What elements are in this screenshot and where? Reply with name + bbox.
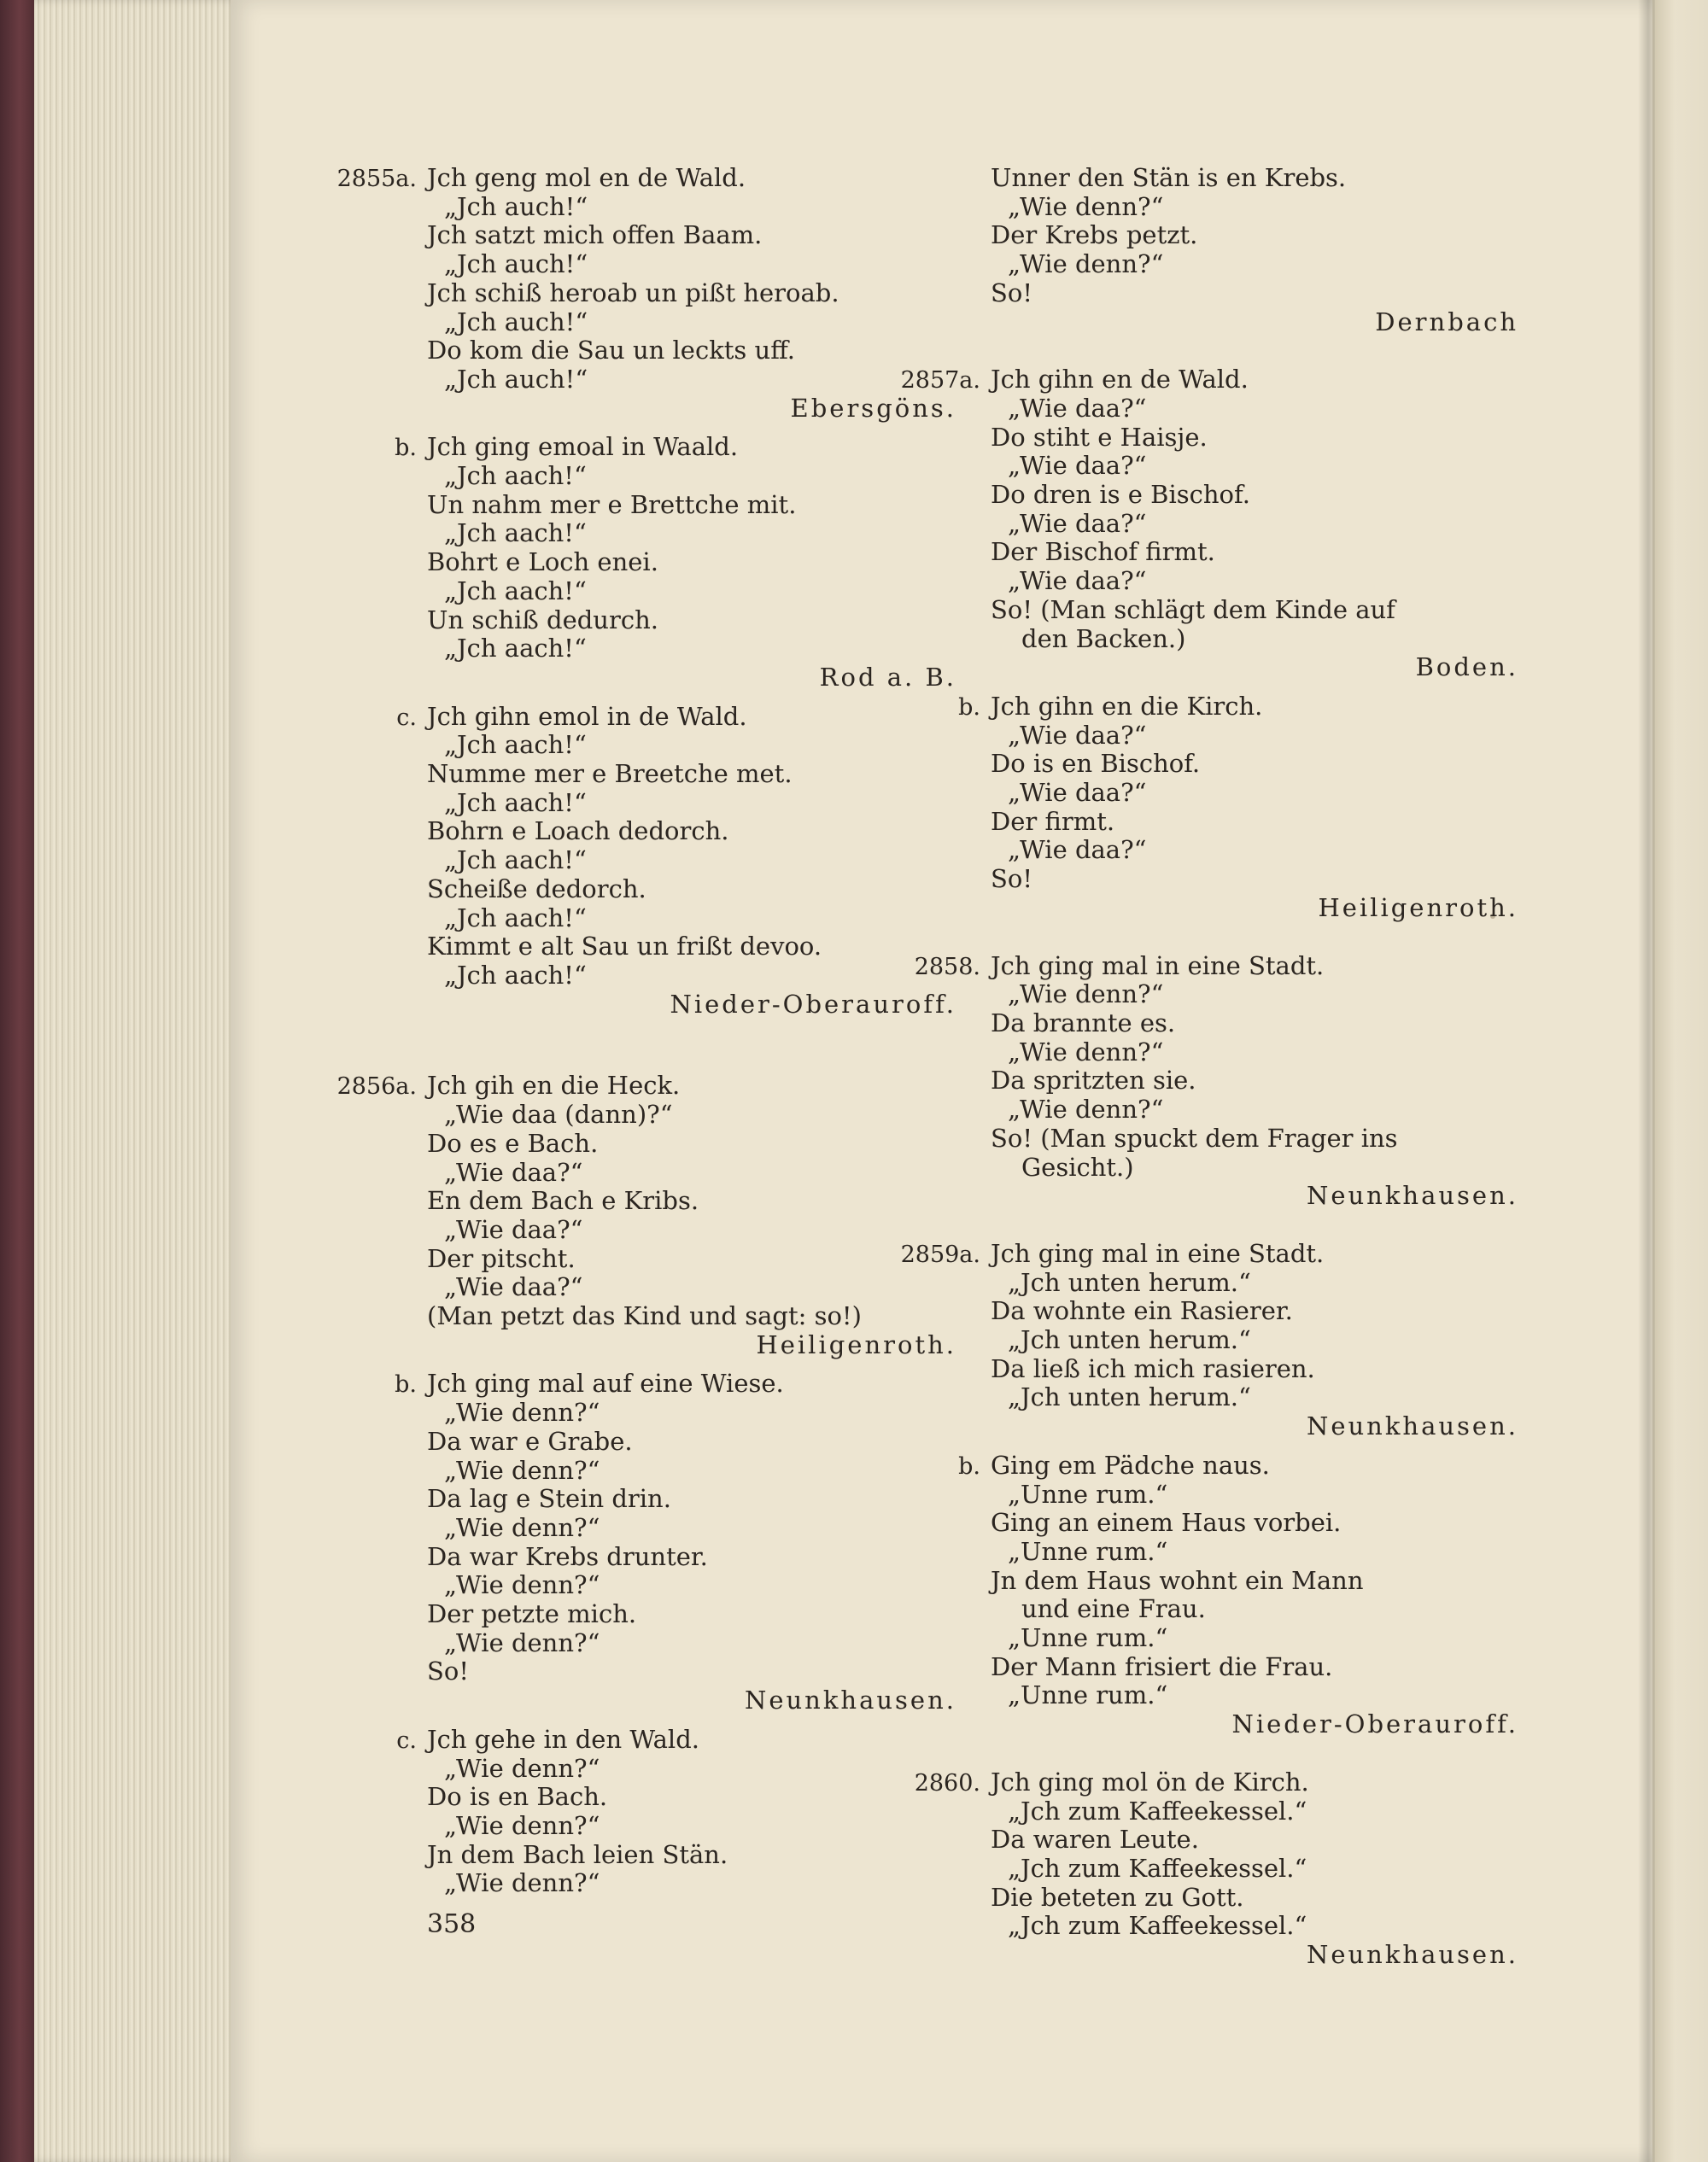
verse-line: Un schiß dedurch.: [427, 605, 658, 634]
verse-line: Ging an einem Haus vorbei.: [991, 1508, 1342, 1538]
verse-line: Kimmt e alt Sau un frißt devoo.: [427, 932, 822, 961]
verse-line: Do stiht e Haisje.: [991, 422, 1208, 452]
verse-line: den Backen.): [1021, 623, 1186, 653]
verse-line: Jch ging mal in eine Stadt.: [991, 950, 1325, 980]
verse-line: „Jch aach!“: [444, 845, 587, 875]
verse-line: Do dren is e Bischof.: [991, 480, 1250, 510]
verse-line: „Wie denn?“: [444, 1455, 600, 1485]
verse-line: Do is en Bischof.: [991, 749, 1201, 779]
verse-line: Ging em Pädche naus.: [991, 1450, 1270, 1480]
verse-line: „Unne rum.“: [1008, 1536, 1168, 1566]
entry-number: 2856a.: [336, 1073, 417, 1101]
verse-line: „Wie daa (dann)?“: [444, 1100, 673, 1130]
entry-2855a: [336, 163, 956, 423]
entry-2856b: [395, 1369, 956, 1715]
entry-number: b.: [958, 1452, 980, 1480]
verse-line: Jn dem Haus wohnt ein Mann: [991, 1565, 1364, 1595]
verse-line: „Wie daa?“: [1008, 508, 1147, 538]
entry-2857a: [900, 365, 1518, 682]
page-number: 358: [427, 1909, 477, 1939]
verse-line: Da lag e Stein drin.: [427, 1484, 671, 1514]
place-name: Ebersgöns.: [790, 393, 956, 423]
verse-line: „Jch zum Kaffeekessel.“: [1008, 1796, 1307, 1826]
entry-number: c.: [396, 704, 417, 731]
verse-line: „Jch aach!“: [444, 903, 587, 932]
verse-line: Jch gih en die Heck.: [427, 1071, 681, 1101]
verse-line: „Unne rum.“: [1008, 1623, 1168, 1653]
verse-line: „Unne rum.“: [1008, 1680, 1168, 1710]
verse-line: Do es e Bach.: [427, 1128, 599, 1158]
verse-line: Jch schiß heroab un pißt heroab.: [427, 278, 839, 307]
verse-line: „Wie daa?“: [444, 1214, 583, 1244]
entry-number: 2860.: [914, 1769, 980, 1797]
verse-line: Jch gehe in den Wald.: [427, 1724, 699, 1754]
entry-number: c.: [396, 1727, 417, 1754]
left-column: [336, 163, 956, 1898]
book-gutter: [1638, 0, 1655, 2162]
verse-line: Da war e Grabe.: [427, 1426, 633, 1456]
verse-line: „Jch auch!“: [444, 364, 588, 394]
entry-2858: [914, 950, 1518, 1211]
verse-line: „Jch auch!“: [444, 307, 588, 336]
verse-line: (Man petzt das Kind und sagt: so!): [427, 1301, 862, 1331]
verse-line: Der firmt.: [991, 806, 1115, 836]
verse-line: „Wie denn?“: [1008, 1037, 1164, 1066]
verse-line: Do kom die Sau un leckts uff.: [427, 336, 795, 365]
entry-2855b: [395, 432, 956, 692]
place-name: Neunkhausen.: [744, 1686, 956, 1715]
verse-line: Scheiße dedorch.: [427, 874, 646, 903]
verse-line: Jch gihn en die Kirch.: [991, 691, 1263, 721]
place-name: Neunkhausen.: [1306, 1411, 1518, 1441]
place-name: Nieder-Oberauroff.: [670, 989, 956, 1019]
verse-line: Gesicht.): [1021, 1152, 1134, 1182]
entry-number: 2859a.: [900, 1241, 980, 1268]
place-name: Rod a. B.: [819, 662, 956, 692]
verse-line: So! (Man schlägt dem Kinde auf: [991, 594, 1395, 624]
entry-2859b: [958, 1450, 1518, 1739]
place-name: Heiligenroth.: [756, 1329, 956, 1359]
verse-line: Der petzte mich.: [427, 1599, 637, 1629]
verse-line: En dem Bach e Kribs.: [427, 1186, 699, 1216]
verse-line: Da ließ ich mich rasieren.: [991, 1353, 1315, 1383]
verse-line: Jch gihn emol in de Wald.: [427, 701, 747, 731]
verse-line: „Jch unten herum.“: [1008, 1325, 1251, 1355]
verse-line: Da war Krebs drunter.: [427, 1541, 708, 1571]
verse-line: „Jch aach!“: [444, 730, 587, 760]
verse-line: „Jch auch!“: [444, 249, 588, 279]
verse-line: Da wohnte ein Rasierer.: [991, 1296, 1293, 1326]
verse-line: „Wie daa?“: [444, 1272, 583, 1302]
place-name: Dernbach: [1375, 307, 1518, 336]
verse-line: „Wie daa?“: [444, 1157, 583, 1187]
entry-number: b.: [395, 1371, 417, 1399]
right-column: [900, 163, 1518, 1970]
verse-line: Da brannte es.: [991, 1008, 1176, 1037]
verse-line: „Jch aach!“: [444, 461, 587, 491]
verse-line: „Jch aach!“: [444, 576, 587, 605]
verse-line: So!: [991, 864, 1032, 894]
verse-line: „Wie daa?“: [1008, 720, 1147, 750]
verse-line: „Wie daa?“: [1008, 835, 1147, 865]
verse-line: „Wie daa?“: [1008, 778, 1147, 808]
entry-number: 2858.: [914, 953, 980, 980]
verse-line: Bohrt e Loch enei.: [427, 547, 658, 577]
verse-line: „Wie daa?“: [1008, 566, 1147, 596]
entry-number: 2855a.: [336, 166, 417, 192]
verse-line: „Jch auch!“: [444, 191, 588, 221]
verse-line: „Wie daa?“: [1008, 451, 1147, 481]
verse-line: Jch ging emoal in Waald.: [427, 432, 739, 462]
entry-2856c: [396, 1724, 956, 1898]
place-name: Nieder-Oberauroff.: [1231, 1709, 1518, 1739]
verse-line: „Wie denn?“: [1008, 249, 1164, 279]
entry-2856c-continued: [991, 164, 1518, 336]
entry-2857b: [958, 691, 1518, 923]
verse-line: „Wie denn?“: [1008, 979, 1164, 1009]
verse-line: „Wie denn?“: [444, 1627, 600, 1657]
verse-line: Jch ging mol ön de Kirch.: [991, 1767, 1309, 1797]
verse-line: „Wie denn?“: [444, 1570, 600, 1600]
verse-line: So! (Man spuckt dem Frager ins: [991, 1123, 1398, 1153]
verse-line: „Jch zum Kaffeekessel.“: [1008, 1911, 1307, 1941]
entry-2856a: [336, 1071, 956, 1359]
verse-line: „Unne rum.“: [1008, 1479, 1168, 1509]
verse-line: Jch gihn en de Wald.: [991, 365, 1249, 394]
verse-line: So!: [991, 278, 1032, 307]
verse-line: „Wie denn?“: [444, 1753, 600, 1783]
place-name: Neunkhausen.: [1306, 1940, 1518, 1970]
verse-line: Der Krebs petzt.: [991, 220, 1198, 250]
verse-line: „Wie denn?“: [444, 1512, 600, 1542]
verse-line: Die beteten zu Gott.: [991, 1882, 1244, 1912]
verse-line: Do is en Bach.: [427, 1782, 608, 1812]
verse-line: Der pitscht.: [427, 1243, 576, 1273]
verse-line: „Jch aach!“: [444, 960, 587, 990]
verse-line: Jch ging mal auf eine Wiese.: [427, 1369, 784, 1399]
verse-line: Der Mann frisiert die Frau.: [991, 1651, 1333, 1681]
place-name: Neunkhausen.: [1306, 1181, 1518, 1211]
verse-line: „Wie denn?“: [1008, 1095, 1164, 1125]
verse-line: „Jch unten herum.“: [1008, 1267, 1251, 1297]
verse-line: So!: [427, 1657, 469, 1686]
verse-line: Der Bischof firmt.: [991, 537, 1215, 567]
entry-number: b.: [958, 693, 980, 721]
verse-line: Jch satzt mich offen Baam.: [427, 220, 763, 250]
verse-line: „Wie denn?“: [444, 1810, 600, 1840]
verse-line: Numme mer e Breetche met.: [427, 759, 793, 789]
entry-number: b.: [395, 435, 417, 462]
verse-line: und eine Frau.: [1021, 1594, 1206, 1624]
place-name: Boden.: [1415, 652, 1518, 682]
entry-2859a: [900, 1238, 1518, 1441]
place-name: Heiligenroth.: [1318, 892, 1518, 922]
verse-line: Unner den Stän is en Krebs.: [991, 163, 1347, 192]
entry-2855c: [396, 701, 956, 1020]
verse-line: Jch ging mal in eine Stadt.: [991, 1238, 1325, 1268]
verse-line: Jch geng mol en de Wald.: [427, 163, 746, 192]
verse-line: Bohrn e Loach dedorch.: [427, 816, 729, 846]
verse-line: „Wie denn?“: [444, 1868, 600, 1898]
verse-line: „Jch aach!“: [444, 518, 587, 548]
verse-line: Jn dem Bach leien Stän.: [427, 1839, 728, 1869]
page-stack-edges: [34, 0, 239, 2162]
verse-line: „Wie denn?“: [1008, 191, 1164, 221]
verse-line: Da spritzten sie.: [991, 1066, 1196, 1096]
entry-number: 2857a.: [900, 367, 980, 394]
verse-line: „Jch zum Kaffeekessel.“: [1008, 1853, 1307, 1883]
verse-line: „Wie daa?“: [1008, 393, 1147, 423]
verse-line: Un nahm mer e Brettche mit.: [427, 489, 797, 519]
verse-line: Da waren Leute.: [991, 1825, 1199, 1855]
facing-page-edge: [1652, 0, 1708, 2162]
verse-line: „Jch aach!“: [444, 634, 587, 663]
verse-line: „Jch unten herum.“: [1008, 1382, 1251, 1412]
verse-line: „Wie denn?“: [444, 1398, 600, 1428]
verse-line: „Jch aach!“: [444, 787, 587, 817]
entry-2860: [914, 1767, 1518, 1970]
